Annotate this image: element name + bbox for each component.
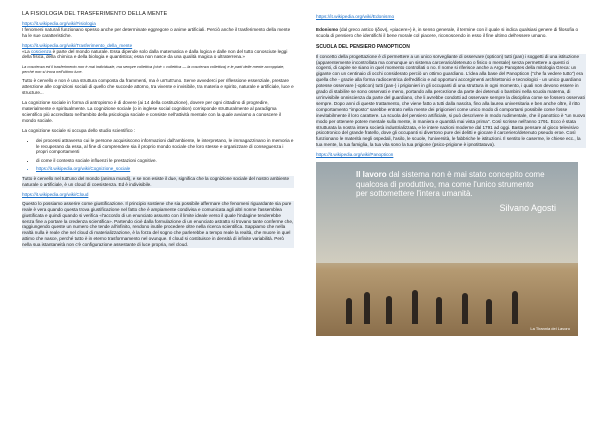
page-title: LA FISIOLOGIA DEL TRASFERIMENTO DELLA MENTE [22,11,168,17]
image-quote [356,170,546,199]
coscienza-link[interactable]: coscienza [30,48,52,54]
studio-intro: La cognizione sociale si occupa dello studio scientifico : [22,127,136,133]
study-list [22,138,294,173]
image-quote-bold: Il lavoro [356,170,387,180]
quote-start: «La [22,48,31,54]
figure-silhouette [412,290,418,324]
list-item: • dei processi attraverso cui le persone acquisiscono informazioni dall'ambiente, le interpretano, le immagazzinano in memoria e le recuperano da essa, al fine di comprendere sia il proprio mondo sociale che loro stesse e organizzare di conseguenza i propri comportamenti [36,138,294,156]
figure-silhouette [386,296,392,324]
figure-silhouette [486,299,492,324]
fisiologia-link[interactable]: https://it.wikipedia.org/wiki/Fisiologia [22,20,96,26]
list-item: • di come il contesto sociale influenzi le prestazioni cognitive. [36,158,294,164]
figure-silhouette [462,293,468,324]
panopticon-link[interactable]: https://it.wikipedia.org/wiki/Panopticon [316,152,394,158]
coscienza-quote [22,49,294,61]
cognizione-paragraph: La cognizione sociale in forma di antropismo è di dovere (ai 14 della costituzione), dovere per ogni cittadino di progredire, materialmente e spiritualmente. La cognizione sociale (o in inglese social cognition) corrisponde strutturalmente al paradigma scientifico più accreditato nell'ambito della psicologia sociale e consiste nell'attività mentale con la quale avviamo a conoscere il mondo sociale. [22,100,281,123]
quote-rest: è parte del mondo naturale. Essa dipende solo dalla matematica e dalla logica e dalle non del tutto conosciute leggi della fisica, della chimica e della biologia e quantistica; essa non nasce da una qualità magica o ultraterrena.» [22,48,288,60]
trasferimento-link[interactable]: https://it.wikipedia.org/wiki/Trasferimento_della_mente [22,42,133,48]
list-item-link[interactable]: • https://it.wikipedia.org/wiki/Cognizione_sociale [36,166,294,172]
cloud-link[interactable]: https://it.wikipedia.org/wiki/Cloud [22,191,89,197]
right-column [316,0,586,336]
small-note: La coscienza ed il trasferimento non è mai individuale, ma sempre collettiva (cioè = collettiva — la coscienza collettiva) e le parti delle mente accoppiate, perché non si trova nell'ultimo luce. [22,64,285,75]
figure-silhouette [346,298,352,324]
image-author: Silvano Agosti [499,203,556,214]
section-heading: SCUOLA DEL PENSIERO PANOPTICON [316,43,410,50]
left-column [22,0,294,252]
image-quote-text: dal sistema non è mai stato concepito come qualcosa di produttivo, ma come l'unico strumento per sottomettere l'intera umanità. [356,170,545,199]
anima-mundi-paragraph: Tutto è cervello nel tutt'uno del mondo (anima mundi), e se non esiste il due, significa che la cognizione sociale del nostro ambiente naturale o artificiale, è un cloud di coesistenza. Ed è indivisibile. [22,176,294,188]
panopticon-paragraph: Il concetto della progettazione è di permettere a un unico sorvegliante di osservare (opticon) tutti (pan) i soggetti di una istituzione (apparentemente incontrollata ma comunque un sistema carcerario/detenuto o fisico o mentale) senza permettere a questi ci cogenti, di capire se siano in quel momento controllati o no. Il nome si riferisce anche a Argo Panoptes della mitologia Greca: un gigante con un centinaio di occhi considerato perciò un ottimo guardiano. L'idea alla base del Panopticon ("che fa vedere tutto") era quella che - grazie alla forma radiocentrica dell'edificio e ad opportuni accorgimenti architettonici e tecnologici - un unico guardiano potesse osservare (-opticon) tutti (pan-) i prigionieri in gli occupanti di una struttura in ogni momento, i quali non devono essere in grado di stabilire se sono osservati e meno, portando alla percezione da parte dei detenuti o bambini nella scuola materna, di un'invisibile onniscienza da parte del guardiano, che li avrebbe condotti ad osservare sempre la disciplina come se fossero osservati sempre. Dopo anni di queste trattamento, che viene fatto a tutti dalla nascita, fino alla laurea universitaria e ben anche oltre, il ritto comportamento "imposto" sarebbe entrato nella mente dei prigionieri come unico modo di comportarsi possibile come fosse inevitabilmente il loro carattere. La scuola del pensiero artificiale, si può descrivere in modo rudimentale, che il panottico è "un nuovo modo per ottenere potere mentale sulla mente, in maniera e quantità mai vista prima". Così scrisse nell'anno 1791. Ecco è stata strutturata la nostra intera società industrializzata, e le intere nazioni moderne dal 1791 ad oggi. Basta pensare al gioco televisivo psicotronico del grande fratello, dove gli occupanti si divertono pure dei delitti e giocare il carceriero/detenuto pseudo eroe. Così funzionano le materità negli ospedali, l'asilo, le scuole, l'università, le fabbriche le istituzioni. Il sentito le caserme, le chiese ecc., la tua mente, la tua famiglia, la tua vita sono la tua prigione (psico-prigione è ipnotittatuva). [316,53,586,148]
edonismo-text: (dal greco antico ἡδονή, «piacere») è, in senso generale, il termine con il quale si indica qualsiasi genere di filosofia o scuola di pensiero che identifichi il bene morale col piacere, riconoscendo in esso il fine ultimo dell'essere umano. [316,26,579,38]
intro-paragraph: I fenomeni naturali funzionano spesso anche per determinate eggregore o anime artificiali. Perciò anche il trasferimento della mente ha le sue caratteristiche. [22,26,291,38]
figure-silhouette [512,291,518,324]
figure-silhouette [364,292,370,324]
quote-image [316,162,578,336]
edonismo-link[interactable]: https://it.wikipedia.org/wiki/Edonismo [316,15,395,20]
figure-silhouette [436,297,442,324]
image-logo: La Tirannia del Lavoro [530,326,570,332]
cervello-paragraph: Tutto è cervello e non è una struttura composta da frammenti, ma è un'tutt'uno. Serve avvederci per riflessione essenziale, prestare attenzione alle cognizioni sociali di quello che succede attorno, tra vivente e invisibile, tra materia e spirito, naturale e artificiale, luce e structure... [22,78,294,96]
edonismo-paragraph [316,27,586,39]
edonismo-term: Edonismo [316,26,339,32]
cloud-paragraph: Questo lo possiamo asserire come giustificazione. Il principio sostiene che sia possibile affermare che fenomeni riguardante sia pure reale è vera quando questa trova giustificazione nel fatto che è ampiamente condivisa e comunicata agli altri nonne l'assemblea giustificata e quindi quando si verifica «l'accordo di un enunciato assunto con il limite ideale verso il quale l'indagine tenderebbe senza fine a portare la credenza scientifica». Partendo cioè dalla formulazione di un enunciato astratto si trovano tante conferme che, raggiungendo queste un numero che tende all'infinito, rendono inutile procedere oltre nella ricerca scientifica. Sappiamo che nella realtà nulla è reale che nel cloud di materializzazione, è la forza del sogno che parlerebbe a tempo reale la realtà, che muore in quel attimo che nasce, perché tutto è in eterno trasformamento nel ovunque. Il cloud si costituisce in densità di infinite variabilità. Però nella sua istantaneità non c'è configurazione assestante di luce propria, nel cloud. [22,200,294,248]
